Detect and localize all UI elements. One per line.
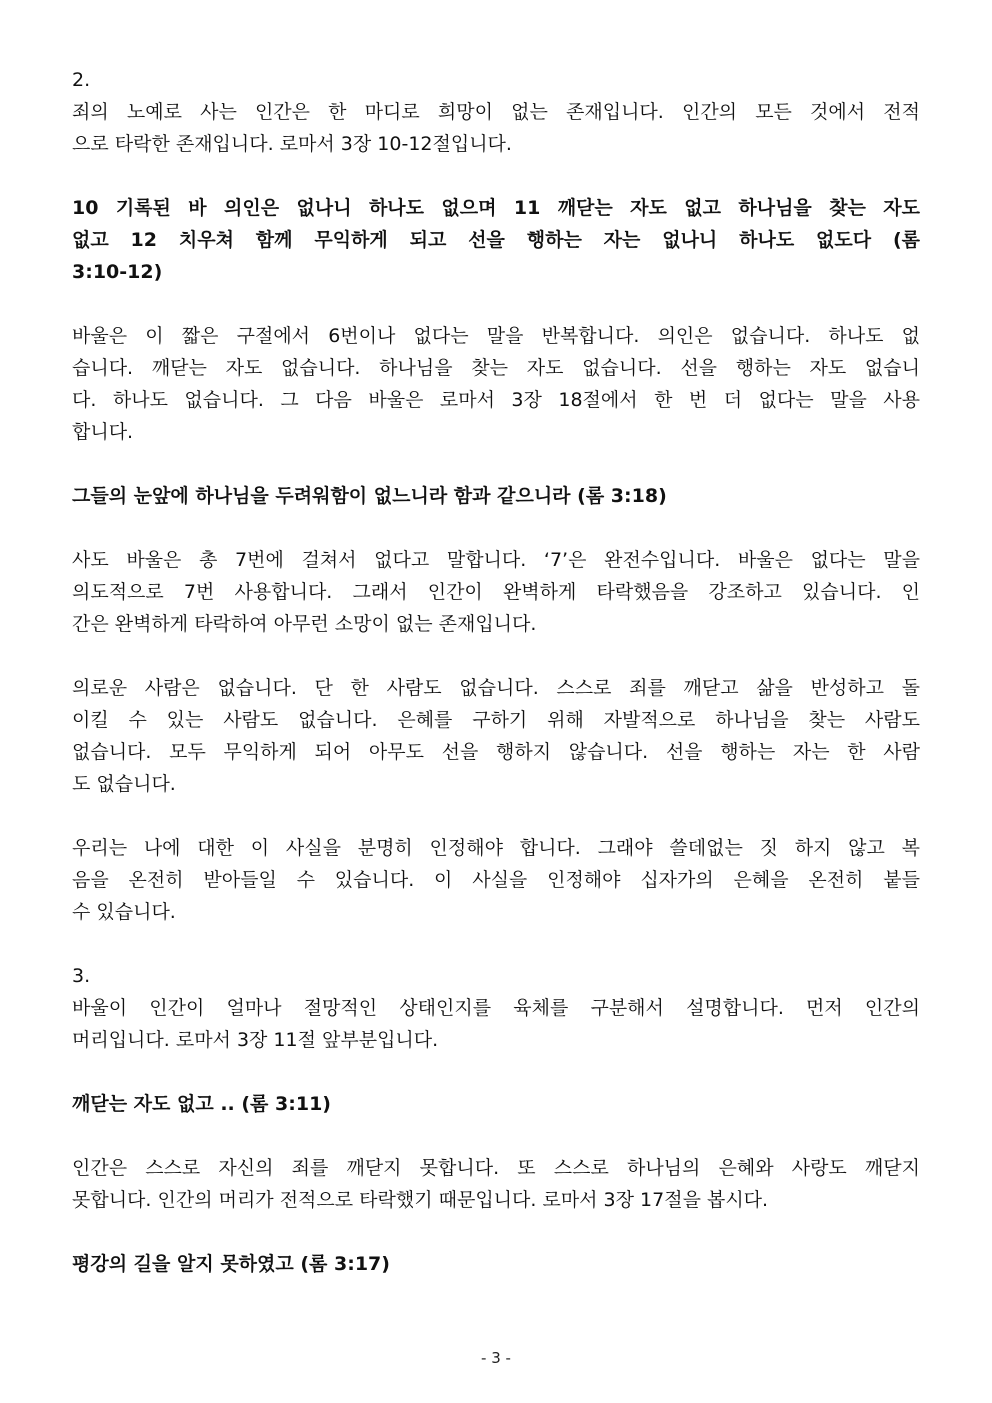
paragraph-line: 다. 하나도 없습니다. 그 다음 바울은 로마서 3장 18절에서 한 번 더 없다는 말을 사용 <box>72 389 920 411</box>
scripture-quote-line: 평강의 길을 알지 못하였고 (롬 3:17) <box>72 1253 390 1275</box>
scripture-quote-line: 3:10-12) <box>72 261 163 283</box>
paragraph-gap <box>72 512 920 544</box>
paragraph-gap <box>72 448 920 480</box>
paragraph-gap <box>72 160 920 192</box>
paragraph-gap <box>72 800 920 832</box>
paragraph-line: 머리입니다. 로마서 3장 11절 앞부분입니다. <box>72 1029 439 1051</box>
paragraph-line: 수 있습니다. <box>72 901 176 923</box>
paragraph-gap <box>72 928 920 960</box>
paragraph-line: 바울이 인간이 얼마나 절망적인 상태인지를 육체를 구분해서 설명합니다. 먼저 인간의 <box>72 997 920 1019</box>
paragraph-line: 죄의 노예로 사는 인간은 한 마디로 희망이 없는 존재입니다. 인간의 모든 것에서 전적 <box>72 101 920 123</box>
paragraph-gap <box>72 1120 920 1152</box>
paragraph-line: 합니다. <box>72 421 134 443</box>
scripture-quote-line: 그들의 눈앞에 하나님을 두려워함이 없느니라 함과 같으니라 (롬 3:18) <box>72 485 667 507</box>
paragraph-line: 습니다. 깨닫는 자도 없습니다. 하나님을 찾는 자도 없습니다. 선을 행하는 자도 없습니 <box>72 357 920 379</box>
paragraph-gap <box>72 288 920 320</box>
scripture-quote-line: 깨닫는 자도 없고 .. (롬 3:11) <box>72 1093 331 1115</box>
paragraph-line: 도 없습니다. <box>72 773 176 795</box>
paragraph-line: 의도적으로 7번 사용합니다. 그래서 인간이 완벽하게 타락했음을 강조하고 있습니다. 인 <box>72 581 920 603</box>
paragraph-line: 으로 타락한 존재입니다. 로마서 3장 10-12절입니다. <box>72 133 512 155</box>
paragraph-gap <box>72 1216 920 1248</box>
paragraph-gap <box>72 1056 920 1088</box>
scripture-quote-line: 없고 12 치우쳐 함께 무익하게 되고 선을 행하는 자는 없나니 하나도 없도다 (롬 <box>72 229 920 251</box>
paragraph-line: 바울은 이 짧은 구절에서 6번이나 없다는 말을 반복합니다. 의인은 없습니다. 하나도 없 <box>72 325 920 347</box>
paragraph-line: 음을 온전히 받아들일 수 있습니다. 이 사실을 인정해야 십자가의 은혜을 온전히 붙들 <box>72 869 920 891</box>
section-number: 2. <box>72 69 91 91</box>
document-page <box>72 64 920 1280</box>
paragraph-line: 없습니다. 모두 무익하게 되어 아무도 선을 행하지 않습니다. 선을 행하는 자는 한 사람 <box>72 741 920 763</box>
paragraph-line: 인간은 스스로 자신의 죄를 깨닫지 못합니다. 또 스스로 하나님의 은혜와 사랑도 깨닫지 <box>72 1157 920 1179</box>
paragraph-line: 사도 바울은 총 7번에 걸쳐서 없다고 말합니다. ‘7’은 완전수입니다. 바울은 없다는 말을 <box>72 549 920 571</box>
paragraph-line: 우리는 나에 대한 이 사실을 분명히 인정해야 합니다. 그래야 쓸데없는 짓 하지 않고 복 <box>72 837 920 859</box>
section-number: 3. <box>72 965 91 987</box>
page-number: - 3 - <box>481 1349 511 1367</box>
paragraph-line: 의로운 사람은 없습니다. 단 한 사람도 없습니다. 스스로 죄를 깨닫고 삶을 반성하고 돌 <box>72 677 920 699</box>
scripture-quote-line: 10 기록된 바 의인은 없나니 하나도 없으며 11 깨닫는 자도 없고 하나님을 찾는 자도 <box>72 197 920 219</box>
paragraph-line: 간은 완벽하게 타락하여 아무런 소망이 없는 존재입니다. <box>72 613 537 635</box>
paragraph-line: 못합니다. 인간의 머리가 전적으로 타락했기 때문입니다. 로마서 3장 17절을 봅시다. <box>72 1189 769 1211</box>
paragraph-line: 이킬 수 있는 사람도 없습니다. 은혜를 구하기 위해 자발적으로 하나님을 찾는 사람도 <box>72 709 920 731</box>
paragraph-gap <box>72 640 920 672</box>
